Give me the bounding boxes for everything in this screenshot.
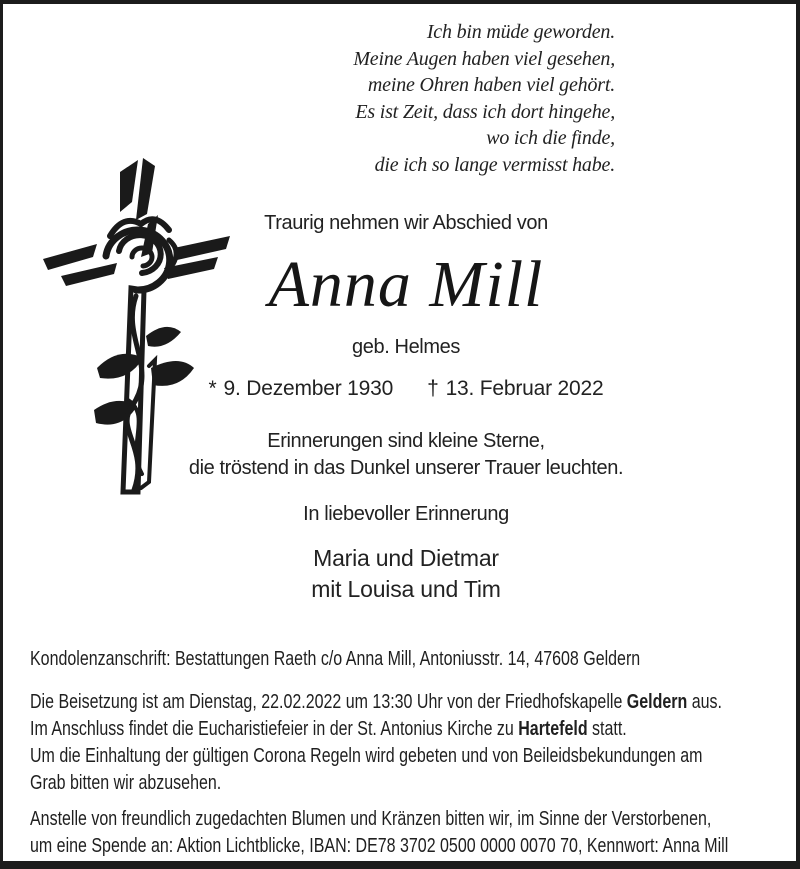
funeral-text: statt. — [587, 718, 627, 740]
birth-date — [209, 376, 394, 402]
funeral-details — [30, 689, 722, 797]
life-dates — [3, 376, 800, 402]
poem-line: wo ich die finde, — [486, 127, 615, 149]
death-cross-symbol: † — [427, 377, 439, 400]
deceased-name: Anna Mill — [268, 248, 544, 321]
funeral-text: aus. — [687, 691, 722, 713]
donation-request — [30, 806, 728, 860]
remembrance-heading: In liebevoller Erinnerung — [303, 503, 509, 525]
birth-date-text: 9. Dezember 1930 — [223, 377, 394, 400]
funeral-place-bold: Geldern — [626, 691, 688, 713]
verse-line: die tröstend in das Dunkel unserer Trauer leuchten. — [188, 457, 624, 479]
poem-line: Meine Augen haben viel gesehen, — [353, 47, 615, 70]
memorial-verse — [3, 428, 800, 482]
death-date — [427, 376, 603, 402]
poem-line: meine Ohren haben viel gehört. — [367, 74, 615, 96]
death-date-text: 13. Februar 2022 — [445, 377, 604, 400]
verse-line: Erinnerungen sind kleine Sterne, — [267, 430, 545, 452]
birth-star-symbol: * — [208, 377, 217, 400]
funeral-text: Im Anschluss findet die Eucharistiefeier in der St. Antonius Kirche zu — [30, 718, 519, 740]
poem-line: Es ist Zeit, dass ich dort hingehe, — [355, 100, 615, 123]
funeral-text: Die Beisetzung ist am Dienstag, 22.02.2022 um 13:30 Uhr von der Friedhofskapelle — [30, 691, 627, 713]
opening-poem — [3, 19, 615, 178]
church-place-bold: Hartefeld — [518, 718, 588, 740]
mourners-list — [3, 543, 800, 605]
mourner-line: Maria und Dietmar — [313, 545, 499, 571]
poem-line: die ich so lange vermisst habe. — [374, 153, 615, 176]
mourner-line: mit Louisa und Tim — [311, 576, 501, 602]
condolence-address: Kondolenzanschrift: Bestattungen Raeth c/o Anna Mill, Antoniusstr. 14, 47608 Geldern — [30, 648, 641, 670]
donation-line: um eine Spende an: Aktion Lichtblicke, IBAN: DE78 3702 0500 0000 0070 70, Kennwort: Anna Mill — [30, 835, 729, 857]
poem-line: Ich bin müde geworden. — [426, 21, 615, 43]
maiden-name: geb. Helmes — [352, 336, 460, 358]
farewell-intro: Traurig nehmen wir Abschied von — [264, 212, 548, 234]
funeral-line: Grab bitten wir abzusehen. — [30, 772, 222, 794]
funeral-line: Um die Einhaltung der gültigen Corona Regeln wird gebeten und von Beileidsbekundungen am — [30, 745, 703, 767]
funeral-line — [30, 716, 722, 743]
donation-line: Anstelle von freundlich zugedachten Blumen und Kränzen bitten wir, im Sinne der Verstorbenen, — [30, 808, 712, 830]
funeral-line — [30, 689, 722, 716]
